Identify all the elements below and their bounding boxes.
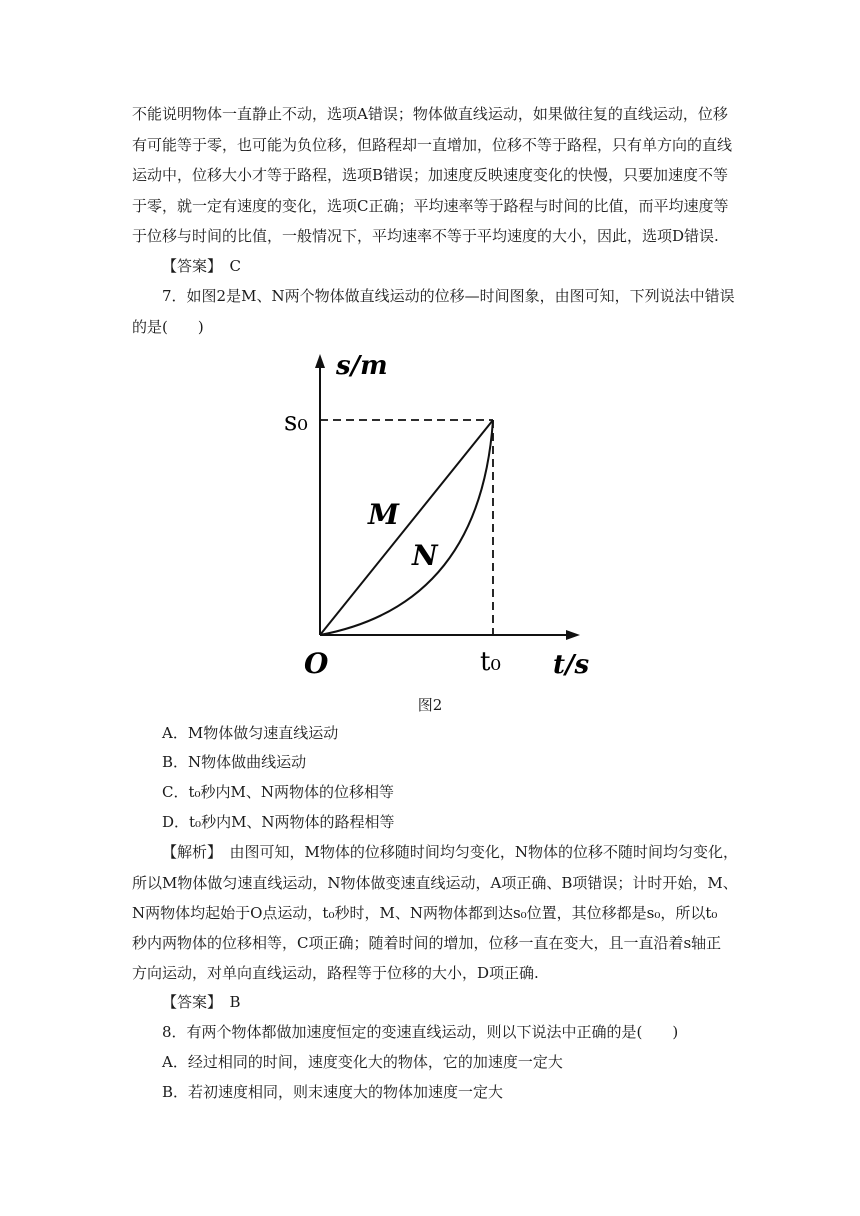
analysis-7-line: 所以M物体做匀速直线运动，N物体做变速直线运动，A项正确、B项错误；计时开始，M、	[132, 874, 738, 892]
t0-label: t₀	[480, 647, 501, 677]
st-graph-figure	[270, 340, 590, 685]
option-c: C．t₀秒内M、N两物体的位移相等	[162, 783, 395, 801]
q8-option-a: A．经过相同的时间，速度变化大的物体，它的加速度一定大	[162, 1053, 563, 1071]
question-7-cont: 的是( )	[132, 318, 204, 336]
answer-6: 【答案】 C	[162, 257, 241, 275]
text-line: 运动中，位移大小才等于路程，选项B错误；加速度反映速度变化的快慢，只要加速度不等	[132, 166, 729, 184]
figure-caption: 图2	[417, 696, 443, 714]
question-7: 7．如图2是M、N两个物体做直线运动的位移—时间图象，由图可知，下列说法中错误	[162, 287, 735, 305]
origin-label: O	[304, 647, 329, 680]
curve-m-label: M	[368, 498, 399, 531]
analysis-7-line: N两物体均起始于O点运动，t₀秒时，M、N两物体都到达s₀位置，其位移都是s₀，所以t₀	[132, 904, 718, 922]
curve-n-label: N	[412, 539, 438, 572]
text-line: 于零，就一定有速度的变化，选项C正确；平均速率等于路程与时间的比值，而平均速度等	[132, 197, 729, 215]
option-d: D．t₀秒内M、N两物体的路程相等	[162, 813, 395, 831]
question-8: 8．有两个物体都做加速度恒定的变速直线运动，则以下说法中正确的是( )	[162, 1023, 679, 1041]
text-line: 不能说明物体一直静止不动，选项A错误；物体做直线运动，如果做往复的直线运动，位移	[132, 105, 728, 123]
x-axis-arrow	[566, 630, 580, 640]
answer-7: 【答案】 B	[162, 993, 241, 1011]
q8-option-b: B．若初速度相同，则末速度大的物体加速度一定大	[162, 1083, 504, 1101]
analysis-7: 【解析】 由图可知，M物体的位移随时间均匀变化，N物体的位移不随时间均匀变化，	[162, 843, 738, 861]
analysis-7-line: 秒内两物体的位移相等，C项正确；随着时间的增加，位移一直在变大，且一直沿着s轴正	[132, 934, 722, 952]
st-graph	[270, 340, 590, 685]
option-b: B．N物体做曲线运动	[162, 753, 307, 771]
option-a: A．M物体做匀速直线运动	[162, 724, 339, 742]
text-line: 于位移与时间的比值，一般情况下，平均速率不等于平均速度的大小，因此，选项D错误.	[132, 227, 719, 245]
y-axis-label: s/m	[336, 351, 388, 381]
x-axis-label: t/s	[553, 650, 590, 680]
analysis-7-line: 方向运动，对单向直线运动，路程等于位移的大小，D项正确.	[132, 964, 539, 982]
y-axis-arrow	[315, 354, 325, 368]
s0-label: s₀	[284, 407, 308, 437]
text-line: 有可能等于零，也可能为负位移，但路程却一直增加，位移不等于路程，只有单方向的直线	[132, 136, 733, 154]
